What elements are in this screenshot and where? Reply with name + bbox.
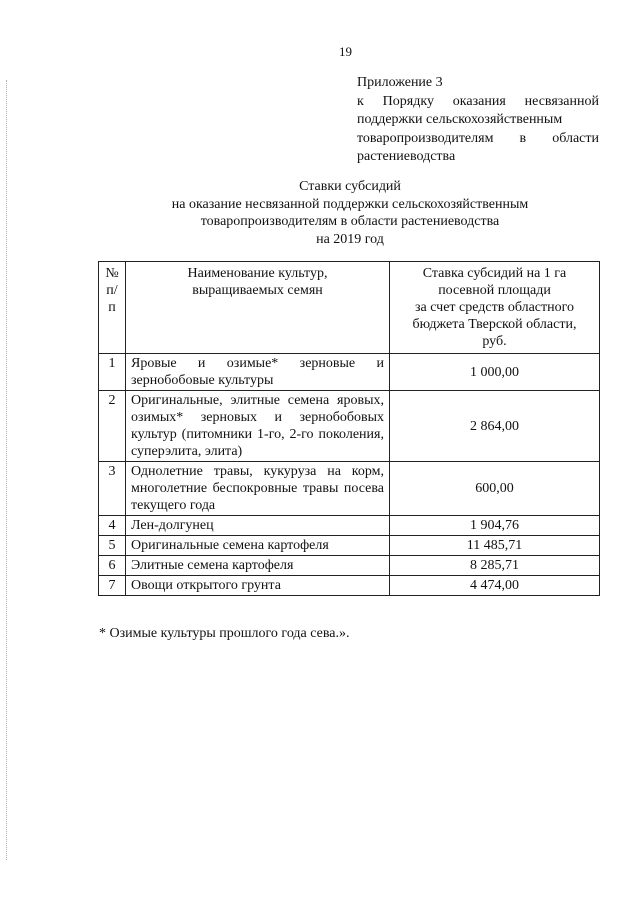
crop-name: Овощи открытого грунта <box>126 576 390 596</box>
subsidy-rates-table <box>98 261 600 596</box>
row-number: 1 <box>99 354 126 391</box>
row-number: 6 <box>99 556 126 576</box>
appendix-line: к Порядку оказания несвязанной <box>357 93 599 109</box>
title-line: на 2019 год <box>316 231 384 247</box>
appendix-title: Приложение 3 <box>357 75 443 90</box>
crop-name: Оригинальные, элитные семена яровых, озимых* зерновых и зернобобовых культур (питомники 1-го, 2-го поколения, суперэлита, элита) <box>126 391 390 462</box>
row-number: 2 <box>99 391 126 462</box>
subsidy-rate: 2 864,00 <box>390 391 600 462</box>
crop-name: Лен-долгунец <box>126 516 390 536</box>
header-rate-line: Ставка субсидий на 1 га <box>422 266 567 281</box>
subsidy-rate: 600,00 <box>390 462 600 516</box>
table-row <box>99 516 600 536</box>
header-rate <box>390 262 600 354</box>
subsidy-rate: 4 474,00 <box>390 576 600 596</box>
crop-name: Элитные семена картофеля <box>126 556 390 576</box>
table-row <box>99 536 600 556</box>
row-number: 7 <box>99 576 126 596</box>
header-rate-line: руб. <box>482 334 507 349</box>
appendix-line: растениеводства <box>357 149 456 164</box>
row-number: 3 <box>99 462 126 516</box>
table-row <box>99 391 600 462</box>
footnote: * Озимые культуры прошлого года сева.». <box>99 626 350 641</box>
margin-binding-dots <box>6 80 8 860</box>
header-crop-line: Наименование культур, <box>187 266 328 281</box>
subsidy-rate: 1 904,76 <box>390 516 600 536</box>
crop-name: Однолетние травы, кукуруза на корм, многолетние беспокровные травы посева текущего года <box>126 462 390 516</box>
crop-name: Яровые и озимые* зерновые и зернобобовые культуры <box>126 354 390 391</box>
title-line: на оказание несвязанной поддержки сельскохозяйственным <box>171 196 529 212</box>
subsidy-rate: 1 000,00 <box>390 354 600 391</box>
table-row <box>99 354 600 391</box>
header-number-line: № <box>105 266 119 281</box>
appendix-header <box>357 74 599 167</box>
subsidy-rate: 11 485,71 <box>390 536 600 556</box>
title-line: Ставки субсидий <box>299 179 401 194</box>
table-row <box>99 556 600 576</box>
header-rate-line: за счет средств областного <box>414 300 575 315</box>
table-header-row <box>99 262 600 354</box>
header-crop-name <box>126 262 390 354</box>
crop-name: Оригинальные семена картофеля <box>126 536 390 556</box>
appendix-line: поддержки сельскохозяйственным <box>357 112 563 127</box>
page-number: 19 <box>339 44 352 59</box>
row-number: 4 <box>99 516 126 536</box>
table-row <box>99 462 600 516</box>
header-number-line: п/п <box>106 283 118 315</box>
header-crop-line: выращиваемых семян <box>192 283 323 298</box>
title-line: товаропроизводителям в области растениеводства <box>200 214 500 229</box>
table-row <box>99 576 600 596</box>
appendix-line: товаропроизводителям в области <box>357 130 599 146</box>
header-rate-line: посевной площади <box>438 283 551 298</box>
document-title <box>60 178 640 248</box>
header-number <box>99 262 126 354</box>
header-rate-line: бюджета Тверской области, <box>412 317 577 332</box>
row-number: 5 <box>99 536 126 556</box>
subsidy-rate: 8 285,71 <box>390 556 600 576</box>
